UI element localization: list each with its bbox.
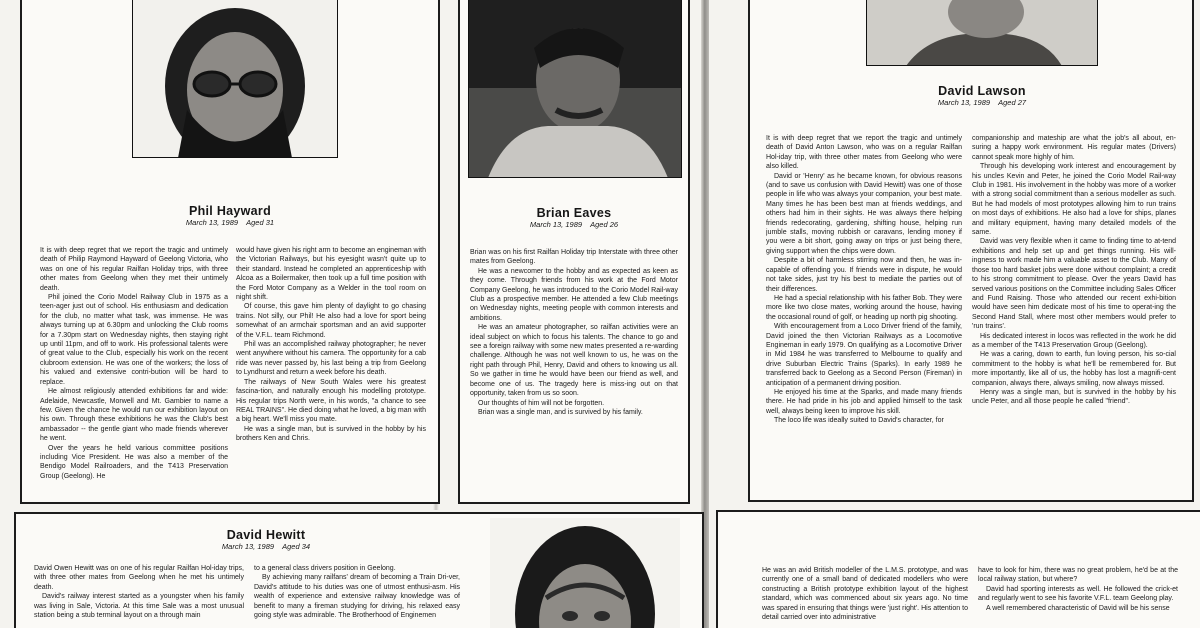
portrait-icon: [132, 0, 338, 158]
portrait-icon: [866, 0, 1098, 66]
date-age-line: [460, 220, 688, 229]
obituary-brian-eaves: [458, 0, 690, 504]
paragraph: Despite a bit of harmless stirring now and then, he was in-capable of offending you. If friends were in dispute, he would not take sides, just try his best to mediate the parties out of their differences.: [766, 257, 962, 293]
paragraph: Of course, this gave him plenty of daylight to go chasing trains. Not silly, our Phil! He also had a love for sport being somewhat of an armchair sportsman and an avid supporter of the V.F.L. team Richmond.: [236, 303, 426, 339]
body-column: [470, 248, 678, 478]
name-heading: David Lawson: [938, 84, 1026, 98]
paragraph: David's railway interest started as a youngster when his family was living in Sale, Victoria. At this time Sale was a most unusual station being a stub terminal layout on a through main: [34, 593, 244, 620]
paragraph: He was an amateur photographer, so railfan activities were an ideal subject on which to focus his talents. The chance to go and see a foreign railway with some new mates presented a re-warding challenge. Although he was not well known to us, he was on the right path through Phil, Henry, David and others to knowing us all. So we gather in time he would have been our friend as well, and become one of us. The tragedy here is miss-ing out on that opportunity, taken from us so soon.: [470, 324, 678, 398]
paragraph: Over the years he held various committee positions including Vice President. He was also a member of the Bendigo Model Railroaders, and the T413 Preservation Group (Geelong). He: [40, 444, 228, 480]
paragraph: David had sporting interests as well. He followed the crick-et and regularly went to see his favorite V.F.L. team Geelong play.: [978, 585, 1178, 603]
portrait-photo-eaves: [468, 0, 682, 178]
date-age-line: [22, 218, 438, 227]
body-column-1: [34, 564, 244, 628]
paragraph: His dedicated interest in locos was reflected in the work he did as a member of the T413 Preservation Group (Geelong).: [972, 332, 1176, 349]
date-age-line: [866, 98, 1098, 107]
name-heading: David Hewitt: [226, 528, 306, 542]
paragraph: Brian was a single man, and is survived by his family.: [478, 408, 643, 416]
obituary-david-hewitt: [14, 512, 704, 628]
body-column-2: [978, 566, 1178, 628]
body-column-1: [766, 134, 962, 484]
body-column-1: [40, 246, 228, 496]
age-text: Aged 27: [998, 98, 1027, 107]
paragraph: It is with deep regret that we report the tragic and untimely death of David Anton Lawson, who was on a regular Railfan Hol-iday trip, with three other mates from Geelong who were also killed.: [766, 135, 962, 171]
date-text: March 13, 1989: [221, 542, 275, 551]
paragraph: Through his developing work interest and encouragement by his uncles Kevin and Peter, he joined the Corio Model Rail-way Club in 1981. His involvement in the hobby was more of a worker with a strong social commitment than a serious modeller as such. But he had models of most prototypes allowing him to run trains on most days of exhibitions. He also had a love for ships, planes and military equipment, having many detailed models of the same.: [972, 163, 1176, 237]
obituary-phil-hayward: [20, 0, 440, 504]
paragraph: Our thoughts of him will not be forgotten.: [478, 399, 605, 407]
paragraph: have to look for him, there was no great problem, he'd be at the local railway station, but where?: [978, 567, 1178, 584]
paragraph: Phil joined the Corio Model Railway Club in 1975 as a teen-ager just out of school. His enthusiasm and dedication for the club, no matter what task, was immense. He was always turning up at 6.30pm and unlocking the Club rooms for a 7.30pm start on Wednesday nights, then staying right up until 11pm, and off to work. His professional talents were of great value to the Club, especially his work on the recent clubroom extension. He was one of the workers; the loss of his valued and extensive contri-bution will be hard to replace.: [40, 294, 228, 386]
portrait-photo-lawson: [866, 0, 1098, 66]
paragraph: He was a caring, down to earth, fun loving person, his so-cial commitment to the hobby is what he'll be remembered for. But more importantly, like all of us, the hobby has lost a magnifi-cent companion, always there, always smiling, now always missed.: [972, 351, 1176, 387]
body-column-1: [762, 566, 968, 628]
paragraph: He almost religiously attended exhibitions far and wide: Adelaide, Newcastle, Morwell and Mt. Gambier to name a few. Given the chance he would run our exhibition layout on his own. Through these exhibitions he was the Club's best ambassador -- the gentle giant who made friends wherever he went.: [40, 388, 228, 443]
portrait-icon: [468, 0, 682, 178]
age-text: Aged 26: [590, 220, 619, 229]
paragraph: David Owen Hewitt was on one of his regular Railfan Hol-iday trips, with three other mates from Geelong when he met his untimely death.: [34, 565, 244, 591]
age-text: Aged 31: [246, 218, 275, 227]
paragraph: He was a single man, but is survived in the hobby by his brothers Ken and Chris.: [236, 425, 426, 443]
paragraph: companionship and mateship are what the job's all about, en-suring a happy work environment. His regular mates (Drivers) cannot speak more highly of him.: [972, 135, 1176, 161]
paragraph: would have given his right arm to become an engineman with the Victorian Railways, but his eyesight wasn't quite up to their standard. Instead he completed an apprenticeship with Alcoa as a Boilermaker, then took up a full time position with the Ford Motor Company as a Welder in the tool room on night shift.: [236, 247, 426, 302]
name-heading: Phil Hayward: [188, 204, 272, 218]
portrait-photo-hewitt: [490, 518, 680, 628]
paragraph: The railways of New South Wales were his greatest fascina-tion, and naturally enough his modelling prototype. His regular trips North were, in his words, "a chance to see REAL TRAINS". He died doing what he loved, a big man with a big heart. We'll miss you mate.: [236, 378, 426, 424]
date-age-line: [186, 542, 346, 551]
portrait-photo-hayward: [132, 0, 338, 158]
paragraph: Brian was on his first Railfan Holiday trip Interstate with three other mates from Geelong.: [470, 249, 678, 266]
paragraph: It is with deep regret that we report the tragic and untimely death of Philip Raymond Hayward of Geelong Victoria, who was on one of his regular Railfan Holiday trips, with three other mates from Geelong when they met their untimely death.: [40, 247, 228, 292]
date-text: March 13, 1989: [937, 98, 991, 107]
date-text: March 13, 1989: [185, 218, 239, 227]
paragraph: He had a special relationship with his father Bob. They were more like two close mates, working around the house, having the occasional round of golf, or heading up north pig shooting.: [766, 294, 962, 321]
age-text: Aged 34: [282, 542, 311, 551]
date-text: March 13, 1989: [529, 220, 583, 229]
paragraph: A well remembered characteristic of David will be his sense: [986, 604, 1170, 612]
paragraph: David or 'Henry' as he became known, for obvious reasons (and to save us confusion with David Hewitt) was one of those people in life who was always your companion, your best mate. Many times he has been best man at friends weddings, and others had him in their sights. He was always there helping friends redecorating, gardening, shifting house, helping run jumble stalls, moving rubbish or caravans, lending money if you were a bit short, going away on trips or just being there, giving support when the chips were down.: [766, 172, 962, 255]
paragraph: Phil was an accomplished railway photographer; he never went anywhere without his camera. The opportunity for a cab ride was never passed by, his last being a trip from Geelong to Lyndhurst and return a week before his death.: [236, 341, 426, 377]
paragraph: Henry was a single man, but is survived in the hobby by his uncle Peter, and all those people he called "friend".: [972, 388, 1176, 406]
paragraph: He was a newcomer to the hobby and as expected as keen as they come. Through friends from his work at the Ford Motor Company Geelong, he was introduced to the Corio Model Rail-way Club as a prospective member. He attended a few Club meetings on Wednesday nights, meeting people with common interests and ambitions.: [470, 267, 678, 322]
portrait-icon: [490, 518, 680, 628]
body-column-2: [236, 246, 426, 496]
body-column-2: [972, 134, 1176, 484]
paragraph: With encouragement from a Loco Driver friend of the family, David joined the then Victorian Railways as a Locomotive Engineman in early 1979. On qualifying as a Locomotive Driver in Mid 1984 he was transferred to Melbourne to qualify and drive Suburban Electric Trains (Sparks). In early 1989 he transferred back to Geelong as a Second Person (Fireman) in anticipation of a permanent driving position.: [766, 323, 962, 387]
paragraph: He enjoyed his time at the Sparks, and made many friends there. He had pride in his job and applied himself to the task well, always being keen to improve his skill.: [766, 388, 962, 415]
obituary-continued: [716, 510, 1200, 628]
obituary-david-lawson: [748, 0, 1194, 502]
name-heading: Brian Eaves: [536, 206, 612, 220]
body-column-2: [254, 564, 460, 628]
paragraph: By achieving many railfans' dream of becoming a Train Dri-ver, David's attitude to his duties was one of utmost enthusi-asm. His wealth of experience and extensive railway knowledge was of benefit to many a fireman studying for driving, his relaxed easy going style was admirable. The Brotherhood of Enginemen: [254, 574, 460, 620]
paragraph: The loco life was ideally suited to David's character, for: [774, 417, 944, 425]
paragraph: to a general class drivers position in Geelong.: [254, 565, 396, 572]
paragraph: He was an avid British modeller of the L.M.S. prototype, and was currently one of a small band of dedicated modellers who were constructing a British prototype exhibition layout of the highest standard, which was commenced about six years ago. No time was spared in ensuring that things were 'just right'. His attention to detail carried over into administrative: [762, 567, 968, 622]
paragraph: David was very flexible when it came to finding time to at-tend exhibitions and help set up and get things running. His will-ingness to work made him a valuable asset to the Club. Many of those too hard basket jobs were done without complaint; a credit to his strong commitment to please. Over the years David has served various positions on the Committee including Sales Officer and Fund Raising. Those who attended our recent exhi-bition would have seen him dedicate most of his time to operat-ing the Second Hand Stall, where most other members would prefer to 'run trains'.: [972, 238, 1176, 331]
